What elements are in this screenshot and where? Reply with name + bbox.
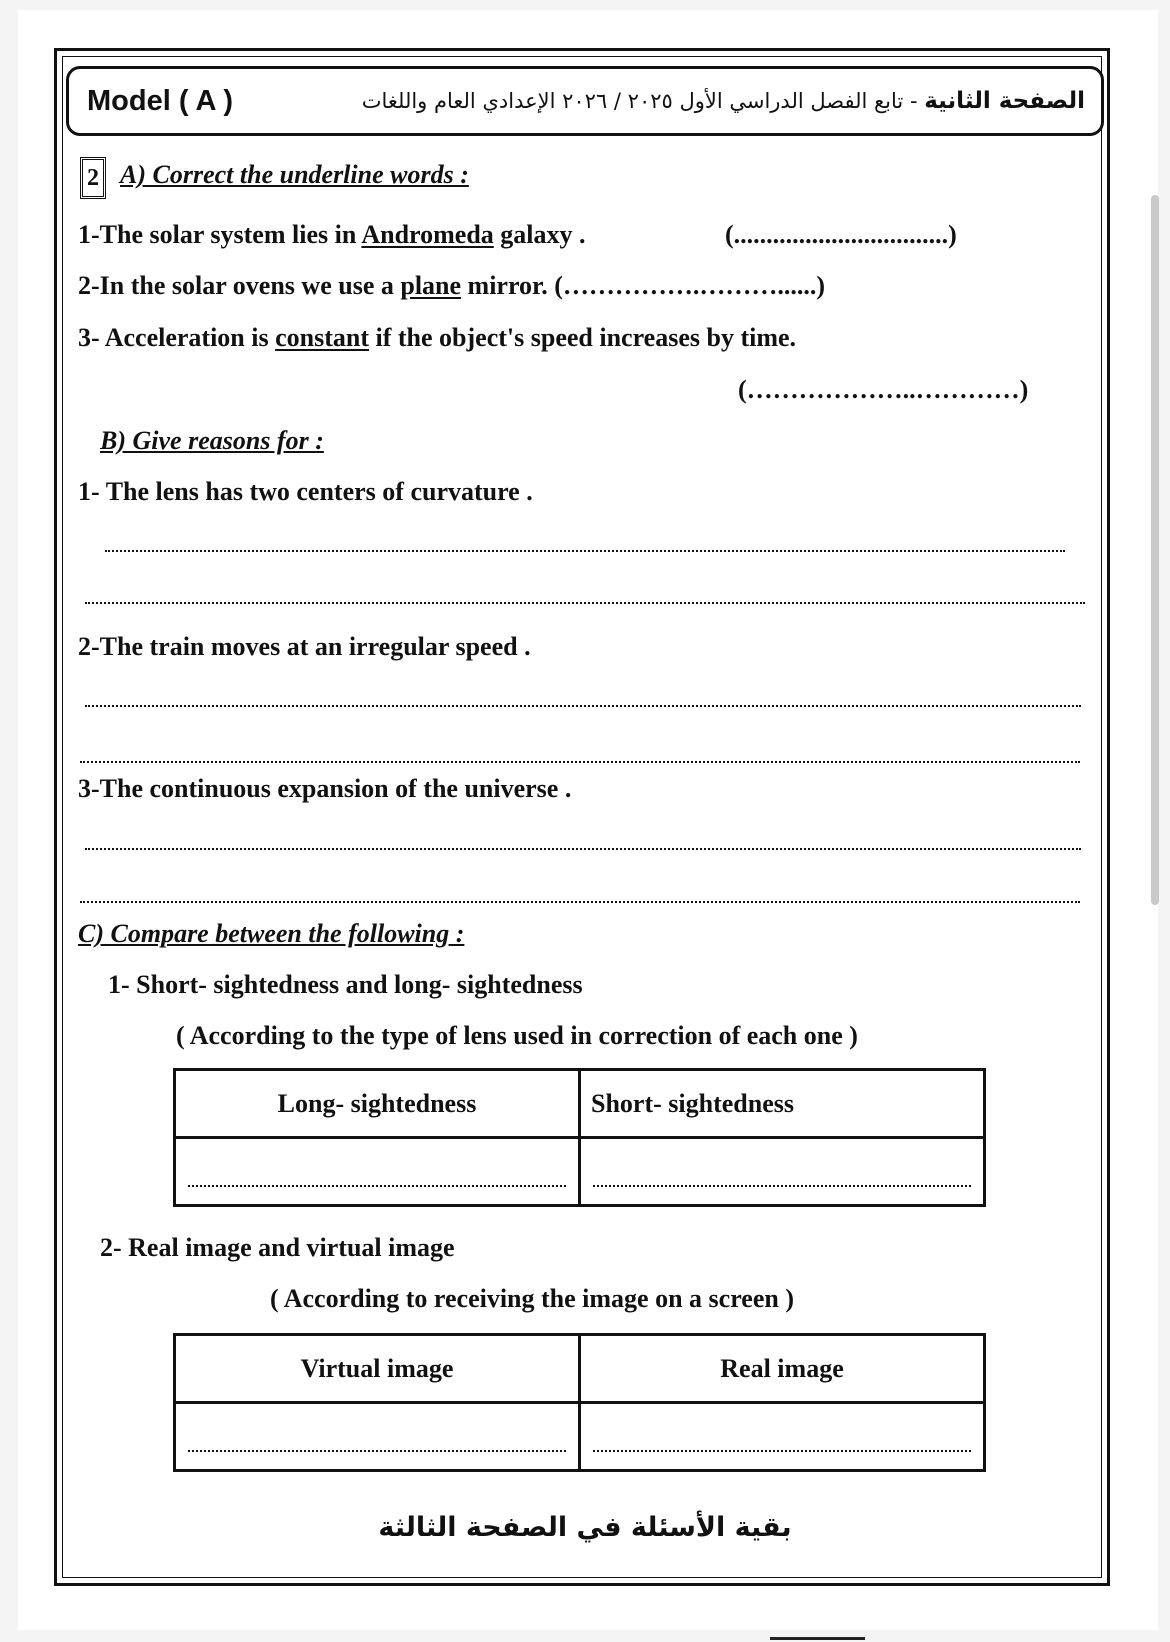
comparison-2-title: 2- Real image and virtual image bbox=[100, 1233, 455, 1262]
answer-line bbox=[188, 1185, 566, 1187]
header-title bbox=[362, 88, 1085, 114]
header-title-bold: الصفحة الثانية bbox=[924, 88, 1085, 114]
underlined-word-2: plane bbox=[400, 271, 462, 300]
section-b-title: B) Give reasons for : bbox=[100, 426, 324, 455]
answer-blank-2[interactable]: (…………….………......) bbox=[554, 271, 826, 300]
comparison-table-2 bbox=[173, 1333, 986, 1472]
answer-line[interactable] bbox=[80, 901, 1080, 903]
correct-item-3 bbox=[78, 323, 796, 353]
page-header bbox=[66, 66, 1104, 136]
correct-item-2-before: 2-In the solar ovens we use a bbox=[78, 271, 401, 300]
header-title-rest: - تابع الفصل الدراسي الأول ٢٠٢٥ / ٢٠٢٦ الإعدادي العام واللغات bbox=[361, 89, 925, 113]
reason-item-2: 2-The train moves at an irregular speed . bbox=[78, 632, 531, 661]
answer-line[interactable] bbox=[85, 705, 1081, 707]
table-header-cell: Short- sightedness bbox=[580, 1070, 985, 1138]
table-answer-row bbox=[175, 1138, 985, 1206]
underlined-word-3: constant bbox=[275, 323, 370, 352]
section-c-title: C) Compare between the following : bbox=[78, 919, 465, 948]
table-header-cell: Virtual image bbox=[175, 1335, 580, 1403]
section-a-title: A) Correct the underline words : bbox=[120, 160, 469, 189]
answer-line bbox=[593, 1450, 971, 1452]
answer-blank-3[interactable]: (………………..…………) bbox=[738, 375, 1029, 404]
table-answer-row bbox=[175, 1403, 985, 1471]
reason-item-1: 1- The lens has two centers of curvature . bbox=[78, 477, 533, 506]
bottom-indicator bbox=[770, 1637, 865, 1640]
vertical-scrollbar[interactable] bbox=[1151, 195, 1159, 905]
correct-item-2 bbox=[78, 271, 825, 301]
correct-item-3-before: 3- Acceleration is bbox=[78, 323, 276, 352]
answer-line bbox=[593, 1185, 971, 1187]
comparison-1-title: 1- Short- sightedness and long- sightedness bbox=[108, 970, 583, 999]
answer-cell[interactable] bbox=[175, 1403, 580, 1471]
table-header-cell: Real image bbox=[580, 1335, 985, 1403]
answer-cell[interactable] bbox=[175, 1138, 580, 1206]
table-header-row bbox=[175, 1070, 985, 1138]
answer-line[interactable] bbox=[85, 848, 1081, 850]
correct-item-3-after: if the object's speed increases by time. bbox=[369, 323, 797, 352]
table-header-cell: Long- sightedness bbox=[175, 1070, 580, 1138]
answer-line[interactable] bbox=[85, 602, 1085, 604]
correct-item-1 bbox=[78, 220, 586, 250]
answer-cell[interactable] bbox=[580, 1138, 985, 1206]
answer-line bbox=[188, 1450, 566, 1452]
answer-cell[interactable] bbox=[580, 1403, 985, 1471]
table-header-row bbox=[175, 1335, 985, 1403]
correct-item-1-after: galaxy . bbox=[493, 220, 586, 249]
question-number-box: 2 bbox=[80, 157, 106, 199]
reason-item-3: 3-The continuous expansion of the universe . bbox=[78, 774, 572, 803]
answer-line[interactable] bbox=[80, 761, 1080, 763]
comparison-2-criterion: ( According to receiving the image on a screen ) bbox=[270, 1284, 794, 1313]
model-label: Model ( A ) bbox=[87, 84, 234, 117]
correct-item-1-before: 1-The solar system lies in bbox=[78, 220, 362, 249]
comparison-1-criterion: ( According to the type of lens used in correction of each one ) bbox=[176, 1021, 858, 1050]
answer-blank-1[interactable]: (.................................) bbox=[725, 220, 957, 249]
answer-line[interactable] bbox=[105, 550, 1065, 552]
comparison-table-1 bbox=[173, 1068, 986, 1207]
correct-item-2-after: mirror. bbox=[461, 271, 555, 300]
underlined-word-1: Andromeda bbox=[361, 220, 494, 249]
continue-note: بقية الأسئلة في الصفحة الثالثة bbox=[378, 1512, 792, 1543]
